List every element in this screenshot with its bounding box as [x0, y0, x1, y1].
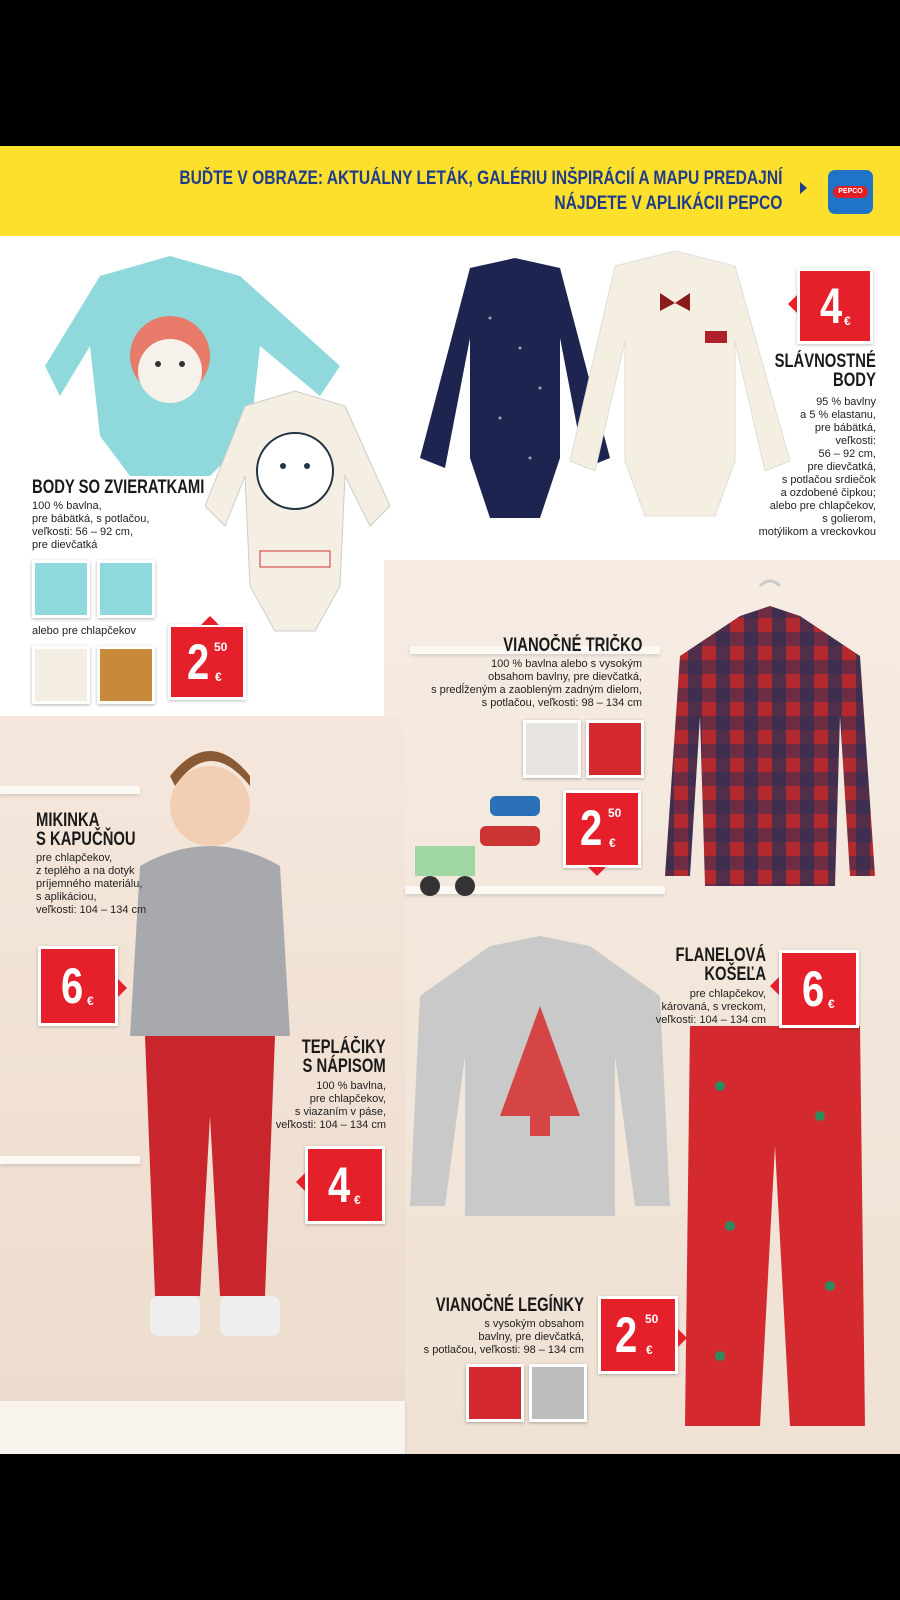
price-decimal: 50	[214, 640, 228, 654]
product-title-vianocne-tricko: VIANOČNÉ TRIČKO	[502, 635, 642, 656]
desc-line: obsahom bavlny, pre dievčatká,	[488, 671, 642, 683]
desc-line: pre dievčatká	[32, 539, 98, 551]
desc-line: pre bábätká, s potlačou,	[32, 513, 150, 525]
price-currency: €	[844, 314, 851, 328]
price-currency: €	[828, 997, 835, 1011]
desc-line: s aplikáciou,	[36, 891, 97, 903]
product-title-leginky: VIANOČNÉ LEGÍNKY	[435, 1295, 584, 1316]
title-line: S NÁPISOM	[302, 1056, 386, 1077]
chevron-right-icon	[800, 182, 807, 194]
desc-line: s potlačou srdiečok	[781, 474, 876, 486]
title-line: S KAPUČŇOU	[36, 829, 136, 850]
desc-line: veľkosti: 104 – 134 cm	[655, 1014, 766, 1026]
title-line: BODY	[833, 370, 876, 391]
desc-line: 56 – 92 cm,	[818, 448, 876, 460]
desc-line: pre chlapčekov,	[689, 988, 766, 1000]
banner-text	[179, 166, 782, 216]
product-title-body-zvieratka: BODY SO ZVIERATKAMI	[32, 477, 205, 498]
price-tag	[305, 1146, 385, 1224]
product-desc-slavnostne-body	[759, 396, 876, 539]
variant-thumbnail[interactable]	[529, 1364, 587, 1422]
desc-line: s golierom,	[822, 513, 876, 525]
desc-line: veľkosti: 104 – 134 cm	[36, 904, 147, 916]
product-desc-mikinka	[36, 852, 146, 917]
product-desc-vianocne-tricko	[431, 658, 642, 710]
desc-line: bavlny, pre dievčatká,	[478, 1331, 584, 1343]
desc-line: pre chlapčekov,	[309, 1093, 386, 1105]
desc-line: pre bábätká,	[814, 422, 876, 434]
price-currency: €	[609, 836, 616, 850]
title-line: SLÁVNOSTNÉ	[774, 351, 876, 372]
desc-line: veľkosti: 56 – 92 cm,	[32, 526, 134, 538]
product-title-teplaky	[302, 1038, 386, 1076]
desc-line: s potlačou, veľkosti: 98 – 134 cm	[423, 1344, 584, 1356]
desc-line: veľkosti: 104 – 134 cm	[275, 1119, 386, 1131]
desc-line: s predĺženým a zaobleným zadným dielom,	[431, 684, 642, 696]
christmas-leggings-image	[680, 1026, 870, 1426]
price-integer: 4	[820, 278, 843, 334]
price-integer: 2	[615, 1307, 638, 1363]
product-desc-kosela	[656, 988, 766, 1027]
desc-line: príjemného materiálu,	[36, 878, 143, 890]
desc-line: 100 % bavlna,	[316, 1080, 386, 1092]
product-desc-body-zvieratka	[32, 500, 149, 552]
flannel-shirt-image	[660, 576, 880, 906]
desc-line: pre chlapčekov,	[36, 852, 113, 864]
christmas-tshirt-image	[410, 926, 670, 1216]
title-line: MIKINKA	[36, 810, 100, 831]
price-currency: €	[646, 1343, 653, 1357]
desc-line: z teplého a na dotyk	[36, 865, 135, 877]
price-tag	[598, 1296, 678, 1374]
variant-thumbnail[interactable]	[32, 560, 90, 618]
desc-line: s potlačou, veľkosti: 98 – 134 cm	[481, 697, 642, 709]
variant-thumbnail[interactable]	[97, 560, 155, 618]
price-integer: 4	[328, 1157, 351, 1213]
desc-line: 100 % bavlna alebo s vysokým	[490, 658, 642, 670]
price-decimal: 50	[645, 1312, 659, 1326]
alt-variant-label: alebo pre chlapčekov	[32, 625, 136, 637]
price-tag	[797, 268, 873, 344]
price-integer: 2	[580, 800, 603, 856]
desc-line: veľkosti:	[835, 435, 876, 447]
price-tag	[38, 946, 118, 1026]
desc-line: a ozdobené čipkou;	[780, 487, 876, 499]
price-currency: €	[87, 994, 94, 1008]
title-line: FLANELOVÁ	[675, 945, 766, 966]
price-decimal: 50	[608, 806, 622, 820]
variant-thumbnail[interactable]	[32, 646, 90, 704]
desc-line: a 5 % elastanu,	[800, 409, 876, 421]
pepco-logo[interactable]	[828, 170, 873, 214]
desc-line: 100 % bavlna,	[32, 500, 102, 512]
desc-line: s vysokým obsahom	[484, 1318, 584, 1330]
price-tag	[563, 790, 641, 868]
product-title-kosela	[675, 946, 766, 984]
desc-line: alebo pre chlapčekov,	[769, 500, 876, 512]
leaflet-page	[0, 146, 900, 1454]
bodysuit-bear-image	[205, 386, 390, 636]
product-title-mikinka	[36, 811, 136, 849]
app-promo-banner[interactable]	[0, 146, 900, 236]
variant-thumbnail[interactable]	[586, 720, 644, 778]
product-desc-leginky	[424, 1318, 584, 1357]
price-integer: 2	[187, 634, 210, 690]
price-currency: €	[354, 1193, 361, 1207]
title-line: KOŠEĽA	[704, 964, 766, 985]
title-line: TEPLÁČIKY	[302, 1037, 386, 1058]
banner-line-1: BUĎTE V OBRAZE: AKTUÁLNY LETÁK, GALÉRIU INŠPIRÁCIÍ A MAPU PREDAJNÍ	[178, 168, 782, 189]
banner-line-2: NÁJDETE V APLIKÁCII PEPCO	[554, 193, 782, 214]
product-desc-teplaky	[276, 1080, 386, 1132]
variant-thumbnail[interactable]	[466, 1364, 524, 1422]
product-title-slavnostne-body	[775, 352, 876, 390]
desc-line: pre dievčatká,	[807, 461, 876, 473]
desc-line: s viazaním v páse,	[294, 1106, 386, 1118]
price-currency: €	[215, 670, 222, 684]
variant-thumbnail[interactable]	[97, 646, 155, 704]
price-tag	[779, 950, 859, 1028]
desc-line: 95 % bavlny	[816, 396, 876, 408]
logo-text: PEPCO	[833, 186, 868, 198]
variant-thumbnail[interactable]	[523, 720, 581, 778]
price-tag	[168, 624, 246, 700]
price-integer: 6	[61, 958, 84, 1014]
desc-line: motýlikom a vreckovkou	[758, 526, 876, 538]
price-integer: 6	[802, 961, 825, 1017]
desc-line: károvaná, s vreckom,	[661, 1001, 766, 1013]
